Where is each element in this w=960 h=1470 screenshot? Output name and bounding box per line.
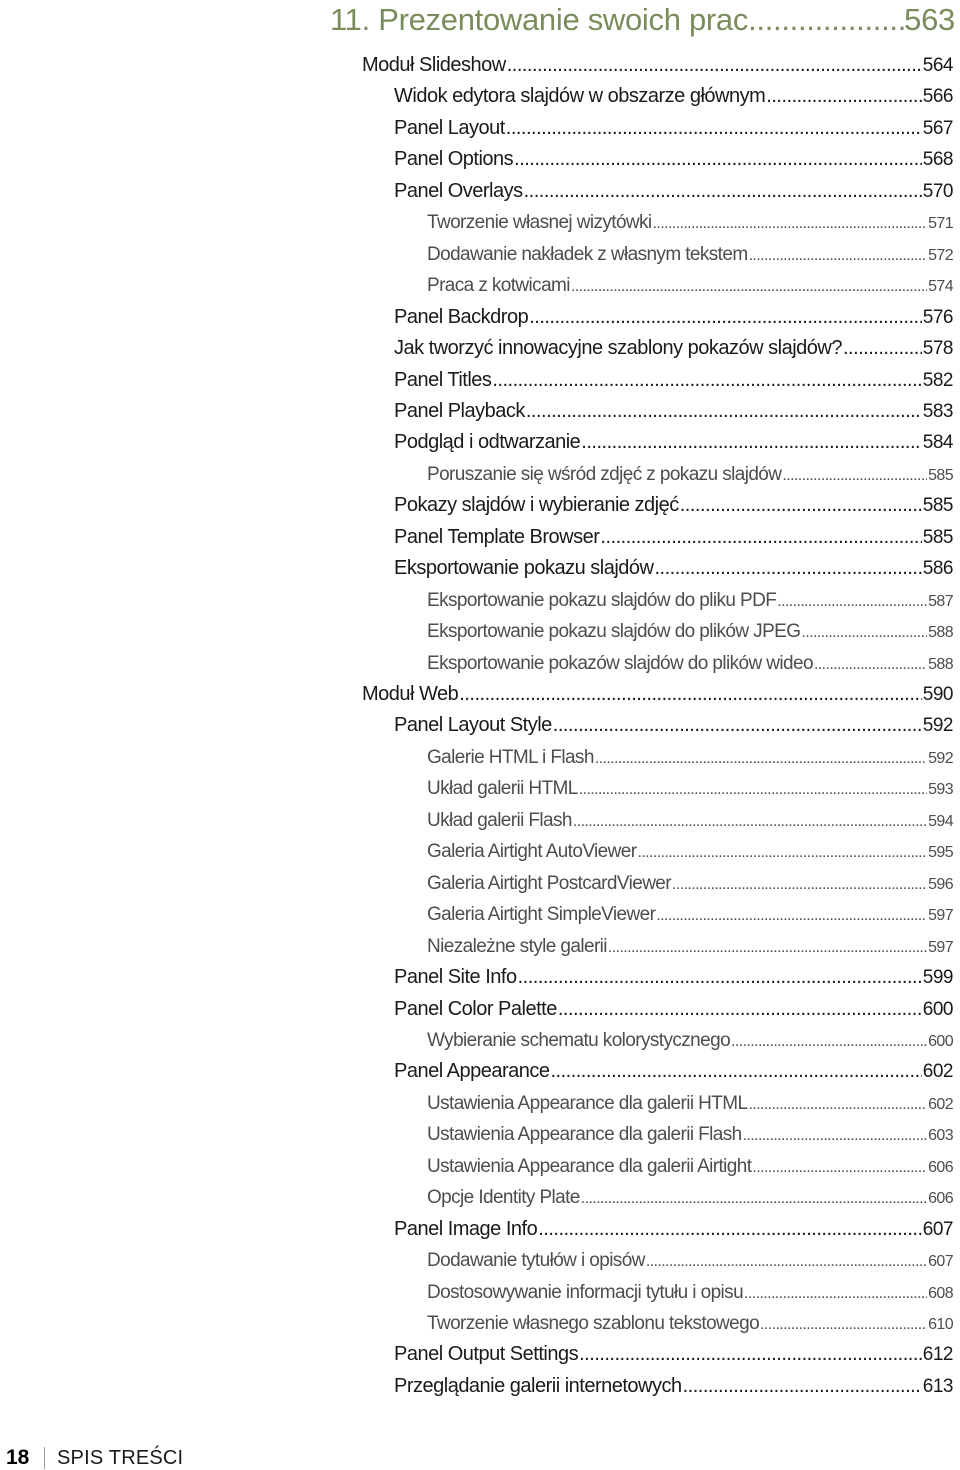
dot-leader bbox=[459, 679, 922, 710]
dot-leader bbox=[573, 806, 927, 837]
toc-entry bbox=[394, 522, 953, 553]
toc-entry-page-number: 594 bbox=[928, 812, 953, 830]
dot-leader bbox=[656, 900, 927, 931]
dot-leader bbox=[672, 869, 927, 900]
toc-entry bbox=[427, 459, 953, 490]
toc-entry bbox=[394, 1371, 953, 1402]
toc-entry-title: Galeria Airtight AutoViewer bbox=[427, 841, 637, 863]
dot-leader bbox=[553, 710, 922, 741]
toc-entry bbox=[427, 805, 953, 836]
toc-entry-page-number: 607 bbox=[928, 1253, 953, 1271]
dot-leader bbox=[680, 490, 922, 521]
toc-entry-page-number: 572 bbox=[928, 246, 953, 264]
dot-leader bbox=[646, 1246, 927, 1277]
toc-entry bbox=[427, 648, 953, 679]
dot-leader bbox=[608, 932, 927, 963]
toc-entry-title: Galerie HTML i Flash bbox=[427, 746, 594, 768]
toc-entry bbox=[427, 1277, 953, 1308]
dot-leader bbox=[653, 208, 928, 239]
toc-entry-page-number: 597 bbox=[928, 938, 953, 956]
toc-entry-page-number: 585 bbox=[922, 526, 953, 548]
toc-entry bbox=[394, 994, 953, 1025]
dot-leader bbox=[843, 333, 922, 364]
toc-entry-page-number: 571 bbox=[928, 215, 953, 233]
dot-leader bbox=[579, 1339, 922, 1370]
toc-entry-page-number: 606 bbox=[928, 1190, 953, 1208]
chapter-heading bbox=[330, 2, 955, 38]
toc-entry-title: Panel Playback bbox=[394, 399, 525, 422]
dot-leader bbox=[782, 460, 927, 491]
dot-leader bbox=[514, 144, 922, 175]
toc-entry bbox=[394, 144, 953, 175]
toc-entry-page-number: 603 bbox=[928, 1127, 953, 1145]
toc-entry-page-number: 582 bbox=[922, 369, 953, 391]
toc-entry-title: Pokazy slajdów i wybieranie zdjęć bbox=[394, 494, 679, 517]
toc-entry-page-number: 613 bbox=[922, 1375, 953, 1397]
dot-leader bbox=[506, 113, 922, 144]
toc-entry-title: Przeglądanie galerii internetowych bbox=[394, 1374, 682, 1397]
dot-leader bbox=[595, 743, 927, 774]
toc-entry-title: Panel Image Info bbox=[394, 1217, 538, 1240]
dot-leader bbox=[731, 1026, 927, 1057]
toc-entry bbox=[427, 616, 953, 647]
toc-entry-page-number: 570 bbox=[922, 180, 953, 202]
dot-leader bbox=[748, 1089, 927, 1120]
toc-entry-page-number: 586 bbox=[922, 558, 953, 580]
toc-entry bbox=[394, 490, 953, 521]
footer-divider bbox=[44, 1447, 45, 1469]
chapter-page-number: 563 bbox=[904, 2, 955, 37]
toc-entry-title: Galeria Airtight SimpleViewer bbox=[427, 904, 656, 926]
dot-leader bbox=[600, 522, 921, 553]
toc-entry bbox=[394, 302, 953, 333]
toc-entry bbox=[427, 836, 953, 867]
toc-entry-title: Panel Appearance bbox=[394, 1060, 550, 1083]
toc-entry-page-number: 607 bbox=[922, 1218, 953, 1240]
toc-entry bbox=[362, 679, 953, 710]
toc-entry bbox=[427, 1151, 953, 1182]
dot-leader bbox=[579, 774, 927, 805]
toc-entry bbox=[427, 1308, 953, 1339]
toc-entry-title: Podgląd i odtwarzanie bbox=[394, 431, 581, 454]
dot-leader bbox=[637, 837, 927, 868]
toc-entry-page-number: 599 bbox=[922, 967, 953, 989]
toc-entry-page-number: 610 bbox=[928, 1316, 953, 1333]
toc-entry bbox=[394, 365, 953, 396]
toc-entry-title: Moduł Web bbox=[362, 683, 459, 705]
toc-entry bbox=[427, 1088, 953, 1119]
dot-leader bbox=[752, 1152, 927, 1183]
toc-entry-page-number: 597 bbox=[928, 907, 953, 925]
toc-entry-page-number: 567 bbox=[922, 117, 953, 139]
dot-leader bbox=[550, 1056, 921, 1087]
toc-entry-title: Poruszanie się wśród zdjęć z pokazu slajdów bbox=[427, 463, 782, 485]
toc-entry-page-number: 588 bbox=[928, 624, 953, 642]
toc-entry-title: Eksportowanie pokazu slajdów do pliku PDF bbox=[427, 589, 777, 611]
dot-leader bbox=[518, 962, 922, 993]
toc-entry-title: Panel Color Palette bbox=[394, 997, 557, 1020]
toc-entry-title: Panel Backdrop bbox=[394, 305, 529, 328]
toc-entry bbox=[427, 239, 953, 270]
toc-entry-page-number: 612 bbox=[922, 1344, 953, 1366]
dot-leader bbox=[538, 1214, 922, 1245]
toc-entry-page-number: 564 bbox=[922, 55, 953, 76]
toc-entry-title: Panel Options bbox=[394, 148, 514, 171]
toc-entry-title: Widok edytora slajdów w obszarze głównym bbox=[394, 85, 766, 108]
toc-entry-page-number: 593 bbox=[928, 781, 953, 799]
toc-entry-title: Dodawanie tytułów i opisów bbox=[427, 1250, 645, 1272]
toc-entry-title: Panel Output Settings bbox=[394, 1343, 579, 1366]
toc-entry-page-number: 574 bbox=[928, 278, 953, 296]
toc-entry-title: Moduł Slideshow bbox=[362, 54, 506, 76]
toc-entry bbox=[427, 207, 953, 238]
toc-entry-title: Dodawanie nakładek z własnym tekstem bbox=[427, 243, 748, 265]
toc-entry-title: Eksportowanie pokazu slajdów bbox=[394, 557, 654, 580]
toc-entry-title: Jak tworzyć innowacyjne szablony pokazów slajdów? bbox=[394, 337, 842, 360]
toc-entry-page-number: 608 bbox=[928, 1284, 953, 1302]
toc-entry-page-number: 584 bbox=[922, 432, 953, 454]
toc-entry-title: Panel Overlays bbox=[394, 179, 523, 202]
dot-leader bbox=[571, 271, 927, 302]
chapter-title: 11. Prezentowanie swoich prac bbox=[330, 2, 749, 37]
dot-leader bbox=[683, 1371, 922, 1402]
toc-entry-title: Tworzenie własnej wizytówki bbox=[427, 212, 652, 234]
page-footer bbox=[0, 1446, 960, 1470]
toc-entry-page-number: 566 bbox=[922, 86, 953, 108]
toc-entry-title: Układ galerii HTML bbox=[427, 778, 578, 800]
footer-section-title: SPIS TREŚCI bbox=[57, 1446, 184, 1469]
dot-leader bbox=[760, 1309, 927, 1340]
toc-entry-page-number: 590 bbox=[922, 684, 953, 705]
toc-entry-page-number: 602 bbox=[922, 1061, 953, 1083]
toc-entry-page-number: 600 bbox=[928, 1032, 953, 1050]
toc-entry bbox=[394, 1339, 953, 1370]
toc-entry-title: Galeria Airtight PostcardViewer bbox=[427, 872, 672, 894]
toc-entry-page-number: 592 bbox=[928, 749, 953, 767]
toc-entry-title: Eksportowanie pokazów slajdów do plików wideo bbox=[427, 652, 813, 674]
toc-entry bbox=[427, 931, 953, 962]
dot-leader bbox=[743, 1120, 928, 1151]
toc-entry bbox=[394, 1214, 953, 1245]
toc-entry bbox=[427, 270, 953, 301]
toc-entry-title: Panel Site Info bbox=[394, 966, 517, 989]
dot-leader bbox=[749, 240, 928, 271]
dot-leader bbox=[748, 2, 904, 38]
toc-entry-page-number: 592 bbox=[922, 715, 953, 737]
toc-entry-page-number: 585 bbox=[922, 495, 953, 517]
dot-leader bbox=[581, 427, 922, 458]
dot-leader bbox=[529, 302, 922, 333]
dot-leader bbox=[766, 81, 922, 112]
toc-entry-title: Panel Layout Style bbox=[394, 714, 552, 737]
toc-entry-title: Panel Template Browser bbox=[394, 525, 600, 548]
toc-entry-page-number: 588 bbox=[928, 655, 953, 673]
toc-entry-page-number: 600 bbox=[922, 998, 953, 1020]
toc-entry-title: Ustawienia Appearance dla galerii Flash bbox=[427, 1124, 742, 1146]
toc-entry bbox=[362, 50, 953, 81]
toc-entry-page-number: 606 bbox=[928, 1158, 953, 1176]
dot-leader bbox=[526, 396, 922, 427]
toc-entry bbox=[394, 176, 953, 207]
toc-entry bbox=[394, 396, 953, 427]
toc-entry-title: Dostosowywanie informacji tytułu i opisu bbox=[427, 1281, 744, 1303]
toc-entry bbox=[394, 553, 953, 584]
toc-entry-title: Układ galerii Flash bbox=[427, 809, 572, 831]
dot-leader bbox=[581, 1183, 927, 1214]
toc-entry bbox=[427, 585, 953, 616]
dot-leader bbox=[777, 586, 927, 617]
toc-entry bbox=[427, 1245, 953, 1276]
dot-leader bbox=[655, 553, 922, 584]
toc-entry-title: Panel Layout bbox=[394, 116, 505, 139]
toc-entry bbox=[394, 962, 953, 993]
toc-entry bbox=[394, 113, 953, 144]
toc-entry-page-number: 585 bbox=[928, 466, 953, 484]
dot-leader bbox=[492, 365, 921, 396]
dot-leader bbox=[524, 176, 922, 207]
toc-entry-title: Eksportowanie pokazu slajdów do plików JPEG bbox=[427, 621, 801, 643]
toc-entry bbox=[427, 868, 953, 899]
toc-entry-title: Opcje Identity Plate bbox=[427, 1187, 580, 1209]
toc-entry-title: Wybieranie schematu kolorystycznego bbox=[427, 1029, 731, 1051]
toc-entry bbox=[427, 773, 953, 804]
toc-entry-title: Ustawienia Appearance dla galerii HTML bbox=[427, 1092, 748, 1114]
toc-entry bbox=[427, 1119, 953, 1150]
toc-entry-title: Ustawienia Appearance dla galerii Airtight bbox=[427, 1155, 752, 1177]
toc-entry bbox=[427, 1182, 953, 1213]
toc-entry bbox=[427, 1025, 953, 1056]
toc-entry bbox=[427, 742, 953, 773]
toc-entry-page-number: 578 bbox=[922, 338, 953, 360]
dot-leader bbox=[814, 649, 927, 680]
toc-entry-page-number: 583 bbox=[922, 400, 953, 422]
toc-entry bbox=[394, 710, 953, 741]
dot-leader bbox=[744, 1278, 927, 1309]
dot-leader bbox=[801, 617, 927, 648]
toc-entry bbox=[394, 427, 953, 458]
toc-entry-page-number: 568 bbox=[922, 149, 953, 171]
toc-entry bbox=[394, 333, 953, 364]
toc-entry bbox=[394, 1056, 953, 1087]
toc-entry-page-number: 587 bbox=[928, 592, 953, 610]
toc-entry bbox=[394, 81, 953, 112]
toc-entry-title: Niezależne style galerii bbox=[427, 935, 607, 957]
toc-entry-title: Panel Titles bbox=[394, 368, 492, 391]
toc-entry-page-number: 576 bbox=[922, 306, 953, 328]
footer-page-number: 18 bbox=[6, 1446, 30, 1469]
toc-entry-page-number: 596 bbox=[928, 875, 953, 893]
toc-entry-page-number: 602 bbox=[928, 1095, 953, 1113]
toc-entry-page-number: 595 bbox=[928, 844, 953, 862]
toc-entry bbox=[427, 899, 953, 930]
dot-leader bbox=[558, 994, 922, 1025]
toc-entry-title: Tworzenie własnego szablonu tekstowego bbox=[427, 1313, 760, 1334]
dot-leader bbox=[507, 50, 922, 81]
toc-entry-title: Praca z kotwicami bbox=[427, 275, 570, 297]
